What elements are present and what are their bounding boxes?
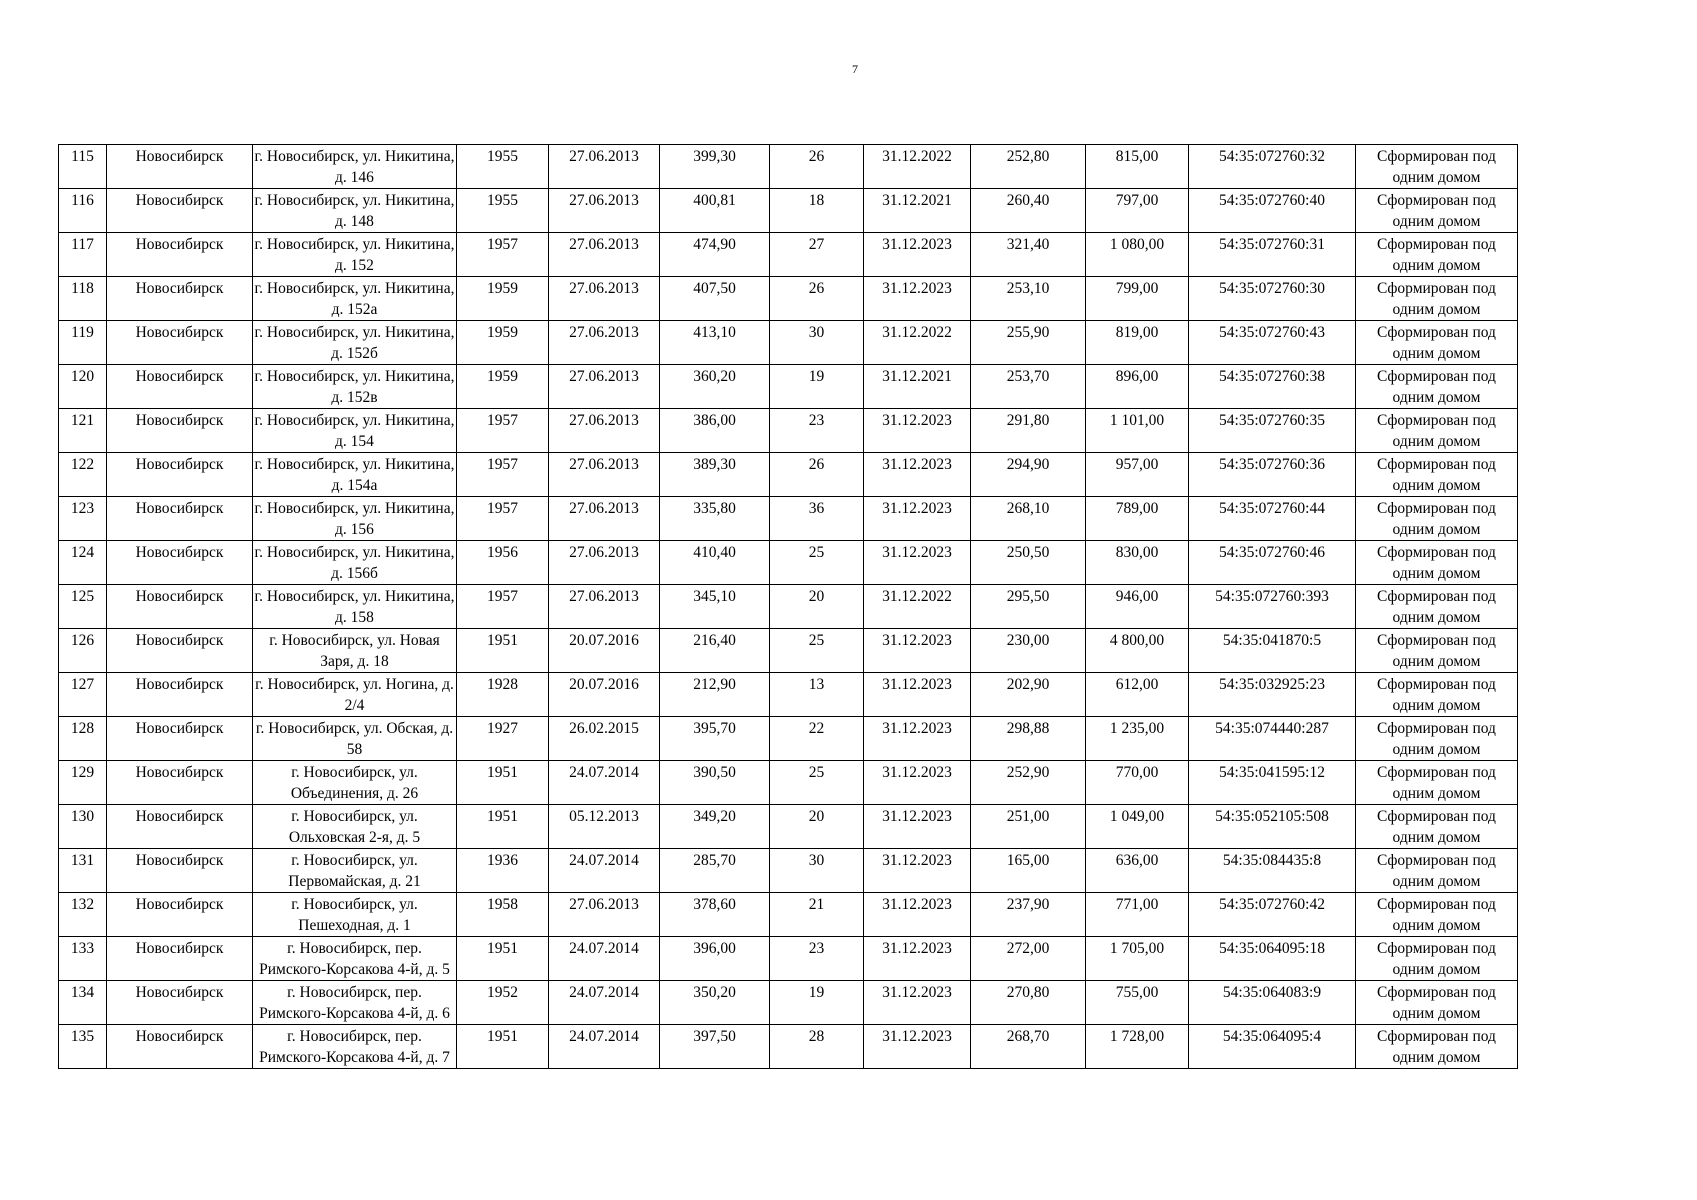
address-cell: г. Новосибирск, ул. Ольховская 2-я, д. 5 [253, 805, 457, 849]
land-area-cell: 771,00 [1086, 893, 1189, 937]
land-area-cell: 815,00 [1086, 145, 1189, 189]
deadline-date-cell: 31.12.2023 [864, 541, 971, 585]
area-value-cell: 268,70 [971, 1025, 1086, 1069]
date-cell: 24.07.2014 [549, 849, 660, 893]
city-cell: Новосибирск [107, 541, 253, 585]
area-value-cell: 272,00 [971, 937, 1086, 981]
date-cell: 20.07.2016 [549, 673, 660, 717]
row-number-cell: 117 [59, 233, 107, 277]
address-cell: г. Новосибирск, ул. Никитина, д. 154 [253, 409, 457, 453]
city-cell: Новосибирск [107, 189, 253, 233]
deadline-date-cell: 31.12.2023 [864, 761, 971, 805]
count-cell: 28 [770, 1025, 864, 1069]
status-cell: Сформирован под одним домом [1356, 409, 1518, 453]
cadastral-number-cell: 54:35:041870:5 [1189, 629, 1356, 673]
address-cell: г. Новосибирск, ул. Никитина, д. 148 [253, 189, 457, 233]
count-cell: 20 [770, 805, 864, 849]
table-row [59, 717, 1518, 761]
row-number-cell: 121 [59, 409, 107, 453]
cadastral-number-cell: 54:35:072760:32 [1189, 145, 1356, 189]
land-area-cell: 797,00 [1086, 189, 1189, 233]
address-cell: г. Новосибирск, ул. Никитина, д. 156 [253, 497, 457, 541]
city-cell: Новосибирск [107, 497, 253, 541]
count-cell: 23 [770, 937, 864, 981]
date-cell: 24.07.2014 [549, 761, 660, 805]
year-built-cell: 1951 [457, 937, 549, 981]
row-number-cell: 134 [59, 981, 107, 1025]
area-value-cell: 253,10 [971, 277, 1086, 321]
row-number-cell: 132 [59, 893, 107, 937]
table-row [59, 805, 1518, 849]
city-cell: Новосибирск [107, 145, 253, 189]
deadline-date-cell: 31.12.2023 [864, 409, 971, 453]
city-cell: Новосибирск [107, 585, 253, 629]
city-cell: Новосибирск [107, 937, 253, 981]
deadline-date-cell: 31.12.2023 [864, 233, 971, 277]
area-cell: 389,30 [660, 453, 770, 497]
address-cell: г. Новосибирск, пер. Римского-Корсакова 4-й, д. 6 [253, 981, 457, 1025]
table-row [59, 453, 1518, 497]
area-value-cell: 253,70 [971, 365, 1086, 409]
area-cell: 399,30 [660, 145, 770, 189]
city-cell: Новосибирск [107, 761, 253, 805]
land-area-cell: 1 705,00 [1086, 937, 1189, 981]
date-cell: 27.06.2013 [549, 453, 660, 497]
address-cell: г. Новосибирск, пер. Римского-Корсакова 4-й, д. 7 [253, 1025, 457, 1069]
cadastral-number-cell: 54:35:072760:30 [1189, 277, 1356, 321]
row-number-cell: 135 [59, 1025, 107, 1069]
land-area-cell: 789,00 [1086, 497, 1189, 541]
year-built-cell: 1927 [457, 717, 549, 761]
land-area-cell: 636,00 [1086, 849, 1189, 893]
date-cell: 27.06.2013 [549, 893, 660, 937]
count-cell: 18 [770, 189, 864, 233]
area-value-cell: 230,00 [971, 629, 1086, 673]
table-row [59, 1025, 1518, 1069]
table-row [59, 145, 1518, 189]
status-cell: Сформирован под одним домом [1356, 453, 1518, 497]
city-cell: Новосибирск [107, 365, 253, 409]
land-area-cell: 1 235,00 [1086, 717, 1189, 761]
city-cell: Новосибирск [107, 805, 253, 849]
count-cell: 13 [770, 673, 864, 717]
area-value-cell: 321,40 [971, 233, 1086, 277]
area-cell: 285,70 [660, 849, 770, 893]
count-cell: 26 [770, 277, 864, 321]
area-value-cell: 251,00 [971, 805, 1086, 849]
area-value-cell: 250,50 [971, 541, 1086, 585]
address-cell: г. Новосибирск, пер. Римского-Корсакова 4-й, д. 5 [253, 937, 457, 981]
row-number-cell: 120 [59, 365, 107, 409]
table-row [59, 849, 1518, 893]
count-cell: 20 [770, 585, 864, 629]
row-number-cell: 116 [59, 189, 107, 233]
deadline-date-cell: 31.12.2021 [864, 189, 971, 233]
year-built-cell: 1958 [457, 893, 549, 937]
count-cell: 25 [770, 541, 864, 585]
cadastral-number-cell: 54:35:072760:35 [1189, 409, 1356, 453]
deadline-date-cell: 31.12.2022 [864, 321, 971, 365]
area-value-cell: 291,80 [971, 409, 1086, 453]
deadline-date-cell: 31.12.2023 [864, 849, 971, 893]
date-cell: 24.07.2014 [549, 1025, 660, 1069]
area-cell: 335,80 [660, 497, 770, 541]
year-built-cell: 1951 [457, 761, 549, 805]
status-cell: Сформирован под одним домом [1356, 981, 1518, 1025]
area-cell: 360,20 [660, 365, 770, 409]
area-value-cell: 270,80 [971, 981, 1086, 1025]
count-cell: 26 [770, 453, 864, 497]
area-cell: 407,50 [660, 277, 770, 321]
deadline-date-cell: 31.12.2023 [864, 277, 971, 321]
year-built-cell: 1951 [457, 805, 549, 849]
year-built-cell: 1957 [457, 233, 549, 277]
table-row [59, 937, 1518, 981]
area-value-cell: 237,90 [971, 893, 1086, 937]
year-built-cell: 1955 [457, 189, 549, 233]
date-cell: 27.06.2013 [549, 541, 660, 585]
count-cell: 25 [770, 761, 864, 805]
land-area-cell: 896,00 [1086, 365, 1189, 409]
count-cell: 19 [770, 365, 864, 409]
address-cell: г. Новосибирск, ул. Никитина, д. 152б [253, 321, 457, 365]
area-cell: 378,60 [660, 893, 770, 937]
row-number-cell: 124 [59, 541, 107, 585]
table-row [59, 761, 1518, 805]
area-cell: 350,20 [660, 981, 770, 1025]
area-value-cell: 255,90 [971, 321, 1086, 365]
address-cell: г. Новосибирск, ул. Пешеходная, д. 1 [253, 893, 457, 937]
area-cell: 212,90 [660, 673, 770, 717]
address-cell: г. Новосибирск, ул. Ногина, д. 2/4 [253, 673, 457, 717]
cadastral-number-cell: 54:35:052105:508 [1189, 805, 1356, 849]
year-built-cell: 1959 [457, 277, 549, 321]
year-built-cell: 1956 [457, 541, 549, 585]
area-value-cell: 165,00 [971, 849, 1086, 893]
deadline-date-cell: 31.12.2023 [864, 629, 971, 673]
address-cell: г. Новосибирск, ул. Никитина, д. 156б [253, 541, 457, 585]
table-row [59, 409, 1518, 453]
row-number-cell: 126 [59, 629, 107, 673]
status-cell: Сформирован под одним домом [1356, 937, 1518, 981]
city-cell: Новосибирск [107, 717, 253, 761]
status-cell: Сформирован под одним домом [1356, 805, 1518, 849]
status-cell: Сформирован под одним домом [1356, 849, 1518, 893]
cadastral-number-cell: 54:35:072760:44 [1189, 497, 1356, 541]
deadline-date-cell: 31.12.2023 [864, 497, 971, 541]
date-cell: 24.07.2014 [549, 937, 660, 981]
year-built-cell: 1957 [457, 497, 549, 541]
address-cell: г. Новосибирск, ул. Никитина, д. 152в [253, 365, 457, 409]
area-value-cell: 202,90 [971, 673, 1086, 717]
city-cell: Новосибирск [107, 849, 253, 893]
housing-registry-table [58, 144, 1518, 1069]
cadastral-number-cell: 54:35:041595:12 [1189, 761, 1356, 805]
status-cell: Сформирован под одним домом [1356, 893, 1518, 937]
address-cell: г. Новосибирск, ул. Никитина, д. 152а [253, 277, 457, 321]
land-area-cell: 1 101,00 [1086, 409, 1189, 453]
row-number-cell: 127 [59, 673, 107, 717]
count-cell: 22 [770, 717, 864, 761]
status-cell: Сформирован под одним домом [1356, 189, 1518, 233]
city-cell: Новосибирск [107, 1025, 253, 1069]
year-built-cell: 1959 [457, 365, 549, 409]
cadastral-number-cell: 54:35:072760:46 [1189, 541, 1356, 585]
date-cell: 27.06.2013 [549, 321, 660, 365]
area-cell: 349,20 [660, 805, 770, 849]
city-cell: Новосибирск [107, 277, 253, 321]
row-number-cell: 133 [59, 937, 107, 981]
date-cell: 20.07.2016 [549, 629, 660, 673]
year-built-cell: 1951 [457, 1025, 549, 1069]
cadastral-number-cell: 54:35:072760:42 [1189, 893, 1356, 937]
table-row [59, 365, 1518, 409]
row-number-cell: 119 [59, 321, 107, 365]
cadastral-number-cell: 54:35:072760:43 [1189, 321, 1356, 365]
status-cell: Сформирован под одним домом [1356, 497, 1518, 541]
area-cell: 413,10 [660, 321, 770, 365]
land-area-cell: 1 728,00 [1086, 1025, 1189, 1069]
count-cell: 25 [770, 629, 864, 673]
status-cell: Сформирован под одним домом [1356, 717, 1518, 761]
area-cell: 396,00 [660, 937, 770, 981]
land-area-cell: 957,00 [1086, 453, 1189, 497]
status-cell: Сформирован под одним домом [1356, 541, 1518, 585]
land-area-cell: 755,00 [1086, 981, 1189, 1025]
year-built-cell: 1928 [457, 673, 549, 717]
row-number-cell: 122 [59, 453, 107, 497]
table-row [59, 277, 1518, 321]
area-value-cell: 294,90 [971, 453, 1086, 497]
address-cell: г. Новосибирск, ул. Никитина, д. 146 [253, 145, 457, 189]
area-value-cell: 268,10 [971, 497, 1086, 541]
row-number-cell: 115 [59, 145, 107, 189]
date-cell: 27.06.2013 [549, 145, 660, 189]
status-cell: Сформирован под одним домом [1356, 277, 1518, 321]
area-value-cell: 252,80 [971, 145, 1086, 189]
area-cell: 397,50 [660, 1025, 770, 1069]
table-row [59, 233, 1518, 277]
deadline-date-cell: 31.12.2023 [864, 937, 971, 981]
table-row [59, 981, 1518, 1025]
count-cell: 27 [770, 233, 864, 277]
city-cell: Новосибирск [107, 409, 253, 453]
row-number-cell: 130 [59, 805, 107, 849]
row-number-cell: 125 [59, 585, 107, 629]
date-cell: 27.06.2013 [549, 497, 660, 541]
area-value-cell: 295,50 [971, 585, 1086, 629]
row-number-cell: 131 [59, 849, 107, 893]
deadline-date-cell: 31.12.2023 [864, 805, 971, 849]
deadline-date-cell: 31.12.2022 [864, 145, 971, 189]
count-cell: 36 [770, 497, 864, 541]
date-cell: 27.06.2013 [549, 189, 660, 233]
area-value-cell: 298,88 [971, 717, 1086, 761]
cadastral-number-cell: 54:35:072760:393 [1189, 585, 1356, 629]
city-cell: Новосибирск [107, 673, 253, 717]
status-cell: Сформирован под одним домом [1356, 1025, 1518, 1069]
status-cell: Сформирован под одним домом [1356, 629, 1518, 673]
cadastral-number-cell: 54:35:072760:36 [1189, 453, 1356, 497]
page-number: 7 [852, 62, 858, 76]
cadastral-number-cell: 54:35:074440:287 [1189, 717, 1356, 761]
year-built-cell: 1957 [457, 453, 549, 497]
row-number-cell: 128 [59, 717, 107, 761]
table-row [59, 585, 1518, 629]
address-cell: г. Новосибирск, ул. Объединения, д. 26 [253, 761, 457, 805]
deadline-date-cell: 31.12.2023 [864, 673, 971, 717]
year-built-cell: 1957 [457, 409, 549, 453]
land-area-cell: 1 049,00 [1086, 805, 1189, 849]
area-value-cell: 252,90 [971, 761, 1086, 805]
deadline-date-cell: 31.12.2023 [864, 717, 971, 761]
date-cell: 27.06.2013 [549, 233, 660, 277]
address-cell: г. Новосибирск, ул. Новая Заря, д. 18 [253, 629, 457, 673]
row-number-cell: 129 [59, 761, 107, 805]
cadastral-number-cell: 54:35:032925:23 [1189, 673, 1356, 717]
table-row [59, 497, 1518, 541]
date-cell: 26.02.2015 [549, 717, 660, 761]
city-cell: Новосибирск [107, 629, 253, 673]
cadastral-number-cell: 54:35:064083:9 [1189, 981, 1356, 1025]
date-cell: 24.07.2014 [549, 981, 660, 1025]
table-row [59, 189, 1518, 233]
address-cell: г. Новосибирск, ул. Никитина, д. 158 [253, 585, 457, 629]
date-cell: 27.06.2013 [549, 409, 660, 453]
cadastral-number-cell: 54:35:072760:31 [1189, 233, 1356, 277]
cadastral-number-cell: 54:35:072760:40 [1189, 189, 1356, 233]
land-area-cell: 1 080,00 [1086, 233, 1189, 277]
land-area-cell: 946,00 [1086, 585, 1189, 629]
cadastral-number-cell: 54:35:084435:8 [1189, 849, 1356, 893]
count-cell: 19 [770, 981, 864, 1025]
table-row [59, 673, 1518, 717]
date-cell: 05.12.2013 [549, 805, 660, 849]
status-cell: Сформирован под одним домом [1356, 233, 1518, 277]
count-cell: 23 [770, 409, 864, 453]
status-cell: Сформирован под одним домом [1356, 365, 1518, 409]
area-cell: 345,10 [660, 585, 770, 629]
cadastral-number-cell: 54:35:064095:18 [1189, 937, 1356, 981]
table-row [59, 321, 1518, 365]
registry-body [59, 145, 1518, 1069]
land-area-cell: 830,00 [1086, 541, 1189, 585]
year-built-cell: 1936 [457, 849, 549, 893]
table-row [59, 893, 1518, 937]
count-cell: 30 [770, 849, 864, 893]
area-cell: 386,00 [660, 409, 770, 453]
land-area-cell: 4 800,00 [1086, 629, 1189, 673]
deadline-date-cell: 31.12.2023 [864, 981, 971, 1025]
address-cell: г. Новосибирск, ул. Обская, д. 58 [253, 717, 457, 761]
area-value-cell: 260,40 [971, 189, 1086, 233]
year-built-cell: 1959 [457, 321, 549, 365]
date-cell: 27.06.2013 [549, 277, 660, 321]
count-cell: 26 [770, 145, 864, 189]
status-cell: Сформирован под одним домом [1356, 585, 1518, 629]
deadline-date-cell: 31.12.2021 [864, 365, 971, 409]
status-cell: Сформирован под одним домом [1356, 761, 1518, 805]
year-built-cell: 1951 [457, 629, 549, 673]
cadastral-number-cell: 54:35:064095:4 [1189, 1025, 1356, 1069]
city-cell: Новосибирск [107, 981, 253, 1025]
area-cell: 395,70 [660, 717, 770, 761]
date-cell: 27.06.2013 [549, 585, 660, 629]
address-cell: г. Новосибирск, ул. Никитина, д. 152 [253, 233, 457, 277]
deadline-date-cell: 31.12.2023 [864, 453, 971, 497]
status-cell: Сформирован под одним домом [1356, 145, 1518, 189]
area-cell: 474,90 [660, 233, 770, 277]
land-area-cell: 770,00 [1086, 761, 1189, 805]
area-cell: 410,40 [660, 541, 770, 585]
land-area-cell: 612,00 [1086, 673, 1189, 717]
land-area-cell: 819,00 [1086, 321, 1189, 365]
area-cell: 400,81 [660, 189, 770, 233]
address-cell: г. Новосибирск, ул. Первомайская, д. 21 [253, 849, 457, 893]
year-built-cell: 1957 [457, 585, 549, 629]
city-cell: Новосибирск [107, 453, 253, 497]
deadline-date-cell: 31.12.2023 [864, 893, 971, 937]
city-cell: Новосибирск [107, 233, 253, 277]
address-cell: г. Новосибирск, ул. Никитина, д. 154а [253, 453, 457, 497]
date-cell: 27.06.2013 [549, 365, 660, 409]
count-cell: 30 [770, 321, 864, 365]
year-built-cell: 1955 [457, 145, 549, 189]
deadline-date-cell: 31.12.2022 [864, 585, 971, 629]
table-row [59, 629, 1518, 673]
deadline-date-cell: 31.12.2023 [864, 1025, 971, 1069]
status-cell: Сформирован под одним домом [1356, 321, 1518, 365]
status-cell: Сформирован под одним домом [1356, 673, 1518, 717]
row-number-cell: 123 [59, 497, 107, 541]
year-built-cell: 1952 [457, 981, 549, 1025]
city-cell: Новосибирск [107, 893, 253, 937]
area-cell: 390,50 [660, 761, 770, 805]
cadastral-number-cell: 54:35:072760:38 [1189, 365, 1356, 409]
count-cell: 21 [770, 893, 864, 937]
area-cell: 216,40 [660, 629, 770, 673]
city-cell: Новосибирск [107, 321, 253, 365]
land-area-cell: 799,00 [1086, 277, 1189, 321]
table-row [59, 541, 1518, 585]
row-number-cell: 118 [59, 277, 107, 321]
